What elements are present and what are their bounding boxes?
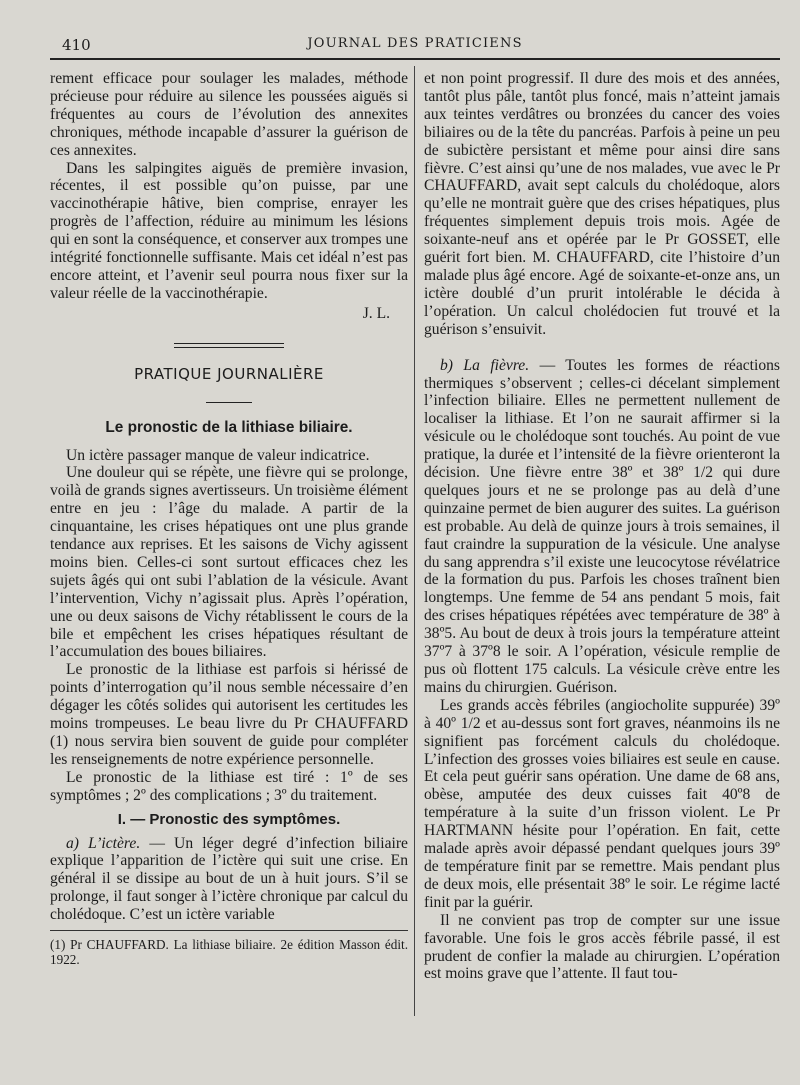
page-header bbox=[50, 34, 780, 58]
paragraph: a) L’ictère. — Un léger degré d’infection biliaire explique l’apparition de l’ictère qui suit une crise. En général il se dissipe au bout de un à huit jours. S’il se prolonge, il faut songer à l’ictère chronique par calcul du cholédoque. C’est un ictère variable bbox=[50, 834, 408, 924]
section-divider bbox=[174, 343, 284, 348]
paragraph: Le pronostic de la lithiase est parfois si hérissé de points d’interrogation qu’il nous semble nécessaire d’en dégager les côtés solides qui autorisent les certitudes les moins trompeuses. Le beau livre du Pr CHAUFFARD (1) nous servira bien souvent de guide pour compléter les renseignements de notre expérience personnelle. bbox=[50, 661, 408, 768]
left-column bbox=[50, 70, 408, 967]
title-rule bbox=[206, 402, 252, 403]
paragraph: Un ictère passager manque de valeur indicatrice. bbox=[66, 446, 370, 464]
paragraph: Le pronostic de la lithiase est tiré : 1º de ses symptômes ; 2º des complications ; 3º du traitement. bbox=[50, 768, 408, 804]
run-in-heading: a) L’ictère. bbox=[66, 834, 141, 852]
article-title: Le pronostic de la lithiase biliaire. bbox=[105, 418, 353, 436]
run-in-heading: b) La fièvre. bbox=[440, 356, 530, 374]
author-signature: J. L. bbox=[362, 304, 390, 322]
paragraph: Une douleur qui se répète, une fièvre qui se prolonge, voilà de grands signes avertisseurs. Un troisième élément entre en jeu : l’âge du malade. A partir de la cinquantaine, les crises hépatiques ont une plus grande tendance aux reprises. Et les saisons de Vichy agissent moins bien. Celles-ci sont surtout efficaces chez les sujets âgés qui ont subi l’ablation de la vésicule. Avant l’intervention, Vichy n’agissait plus. Après l’opération, une ou deux saisons de Vichy rétablissent le cours de la bile et empêchent les crises hépatiques résultant de l’accumulation des boues biliaires. bbox=[50, 464, 408, 661]
paragraph: Les grands accès fébriles (angiocholite suppurée) 39º à 40º 1/2 et au-dessus sont fort graves, néanmoins ils ne signifient pas forcément calculs du cholédoque. L’infection des grosses voies biliaires est seule en cause. Et cela peut guérir sans opération. Une dame de 68 ans, obèse, amputée des deux cuisses fait 40º8 de température à la suite d’un frisson violent. Le Pr HARTMANN hésite pour l’opération. En fait, cette malade après avoir dépassé pendant quelques jours 39º de température finit par se remettre. Mais pendant plus de deux mois, elle présentait 38º le soir. Le régime lacté finit par la guérir. bbox=[424, 696, 780, 911]
paragraph: et non point progressif. Il dure des mois et des années, tantôt plus pâle, tantôt plus foncé, mais n’atteint jamais aux teintes verdâtres ou bronzées du cancer des voies biliaires ou de la tête du pancréas. Parfois à peine un peu de subictère persistant et même pour ainsi dire sans fièvre. C’est ainsi qu’une de nos malades, vue avec le Pr CHAUFFARD, avait sept calculs du cholédoque, alors qu’elle ne montrait guère que des crises hépatiques, plus fréquentes simplement depuis trois mois. Agée de soixante-neuf ans et opérée par le Pr GOSSET, elle guérit fort bien. M. CHAUFFARD, cite l’histoire d’un malade plus âgé encore. Agé de soixante-et-onze ans, un ictère doublé d’un prurit intolérable le décida à l’opération. Un calcul cholédocien fut trouvé et la guérison s’ensuivit. bbox=[424, 70, 780, 338]
page-number: 410 bbox=[62, 36, 91, 54]
paragraph: b) La fièvre. — Toutes les formes de réactions thermiques s’observent ; celles-ci décelant simplement l’infection biliaire. Elles ne permettent nullement de localiser la lithiase. Et l’on ne saurait affirmer si la vésicule ou le cholédoque sont touchés. Au point de vue pratique, la durée et l’intensité de la fièvre orienteront la décision. Une fièvre entre 38º et 38º 1/2 qui dure quelques jours et ne se prolonge pas au delà d’une quinzaine permet de bien augurer des suites. La guérison est probable. Au delà de quinze jours à trois semaines, il faut craindre la suppuration de la vésicule. Une analyse du sang apprendra s’il existe une leucocytose révélatrice de la formation du pus. Parfois les choses traînent bien longtemps. Une femme de 54 ans pendant 5 mois, fait des crises hépatiques répétées avec température de 38º à 38º5. Au bout de deux à trois jours la température atteint 37º7 à 37º8 le soir. A l’opération, vésicule remplie de pus où flottent 175 calculs. La vésicule crève entre les mains du chirurgien. Guérison. bbox=[424, 356, 780, 696]
footnote-rule bbox=[50, 930, 408, 931]
subsection-title: I. — Pronostic des symptômes. bbox=[117, 810, 341, 828]
paragraph: Dans les salpingites aiguës de première invasion, récentes, il est possible qu’on puisse, par une vaccinothérapie hâtive, bien comprise, enrayer les progrès de l’affection, réduire au minimum les lésions qui en sont la conséquence, et conserver aux trompes une intégrité fonctionnelle suffisante. Mais cet idéal n’est pas encore atteint, et l’avenir seul pourra nous fixer sur la valeur réelle de la vaccinothérapie. bbox=[50, 159, 408, 302]
section-title: PRATIQUE JOURNALIÈRE bbox=[134, 364, 324, 383]
header-rule bbox=[50, 58, 780, 60]
column-divider bbox=[414, 66, 415, 1016]
footnote: (1) Pr CHAUFFARD. La lithiase biliaire. 2e édition Masson édit. 1922. bbox=[50, 937, 408, 968]
right-column bbox=[424, 70, 780, 983]
paragraph: rement efficace pour soulager les malades, méthode précieuse pour réduire au silence les poussées aiguës si fréquentes au cours de l’évolution des annexites chroniques, méthode incapable d’assurer la guérison de ces annexites. bbox=[50, 70, 408, 159]
paragraph: Il ne convient pas trop de compter sur une issue favorable. Une fois le gros accès fébrile passé, il est prudent de confier la malade au chirurgien. L’opération est moins grave que l’attente. Il faut tou- bbox=[424, 911, 780, 983]
journal-title: JOURNAL DES PRATICIENS bbox=[307, 36, 523, 51]
